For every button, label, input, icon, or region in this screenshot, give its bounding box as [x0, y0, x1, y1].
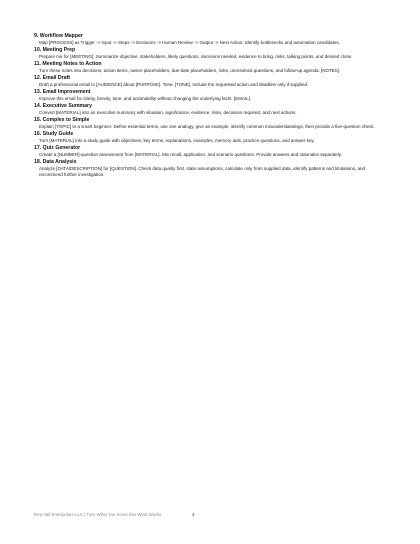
prompt-title: 18. Data Analysis	[34, 158, 77, 165]
prompt-body: Analyze [DATA/DESCRIPTION] for [QUESTION]. Check data quality first, state assumptions, calculate only from supplied data, identify patterns and limitations, and recommend further investigation.	[39, 166, 365, 177]
prompt-title: 13. Email Improvement	[34, 88, 91, 95]
prompt-title: 15. Complex to Simple	[34, 116, 90, 123]
prompt-body: Draft a professional email to [AUDIENCE] about [PURPOSE]. Tone: [TONE]. Include the requested action and deadline only if supplied.	[39, 82, 309, 88]
prompt-title: 9. Workflow Mapper	[34, 33, 83, 39]
prompt-item-meeting-notes-to-action	[34, 61, 386, 74]
prompt-body: Improve this email for clarity, brevity, tone, and actionability without changing the underlying facts: [EMAIL].	[39, 96, 252, 102]
prompt-title: 16. Study Guide	[34, 130, 74, 137]
prompt-item-executive-summary	[34, 103, 386, 116]
prompt-body: Prepare me for [MEETING]. Summarize objective, stakeholders, likely questions, decisions needed, evidence to bring, risks, talking points, and desired close.	[39, 54, 353, 60]
prompt-list	[34, 33, 386, 178]
page-footer: Rea Vail Enterprises LLC | Turn What You Know Into What Works	[34, 512, 162, 517]
prompt-title: 17. Quiz Generator	[34, 144, 81, 151]
prompt-item-study-guide	[34, 131, 386, 144]
prompt-item-email-draft	[34, 75, 386, 88]
prompt-body: Explain [TOPIC] to a smart beginner. Define essential terms, use one analogy, give an example, identify common misunderstandings, then provide a five-question check.	[39, 124, 375, 130]
prompt-body: Turn [MATERIAL] into a study guide with objectives, key terms, explanations, examples, memory aids, practice questions, and answer key.	[39, 138, 315, 144]
prompt-item-data-analysis	[34, 159, 386, 177]
prompt-title: 11. Meeting Notes to Action	[34, 60, 102, 67]
prompt-item-meeting-prep	[34, 47, 386, 60]
prompt-body: Map [PROCESS] as Trigger -> Input -> Steps -> Decisions -> Human Review -> Output -> Next Action. Identify bottlenecks and automation candidates.	[39, 40, 340, 46]
prompt-body: Create a [NUMBER]-question assessment from [MATERIAL]. Mix recall, application, and scenario questions. Provide answers and rationales separately.	[39, 152, 342, 158]
prompt-title: 12. Email Draft	[34, 74, 71, 81]
prompt-title: 14. Executive Summary	[34, 102, 92, 109]
page-number: 3	[192, 512, 195, 517]
prompt-item-complex-to-simple	[34, 117, 386, 130]
prompt-item-email-improvement	[34, 89, 386, 102]
prompt-body: Convert [MATERIAL] into an executive summary with situation, significance, evidence, risks, decisions required, and next actions.	[39, 110, 297, 116]
prompt-body: Turn these notes into decisions, action items, owner placeholders, due-date placeholders, risks, unresolved questions, and follow-up agenda: [NOTES].	[39, 68, 341, 74]
prompt-item-quiz-generator	[34, 145, 386, 158]
prompt-title: 10. Meeting Prep	[34, 46, 76, 53]
prompt-item-workflow-mapper	[34, 33, 386, 46]
